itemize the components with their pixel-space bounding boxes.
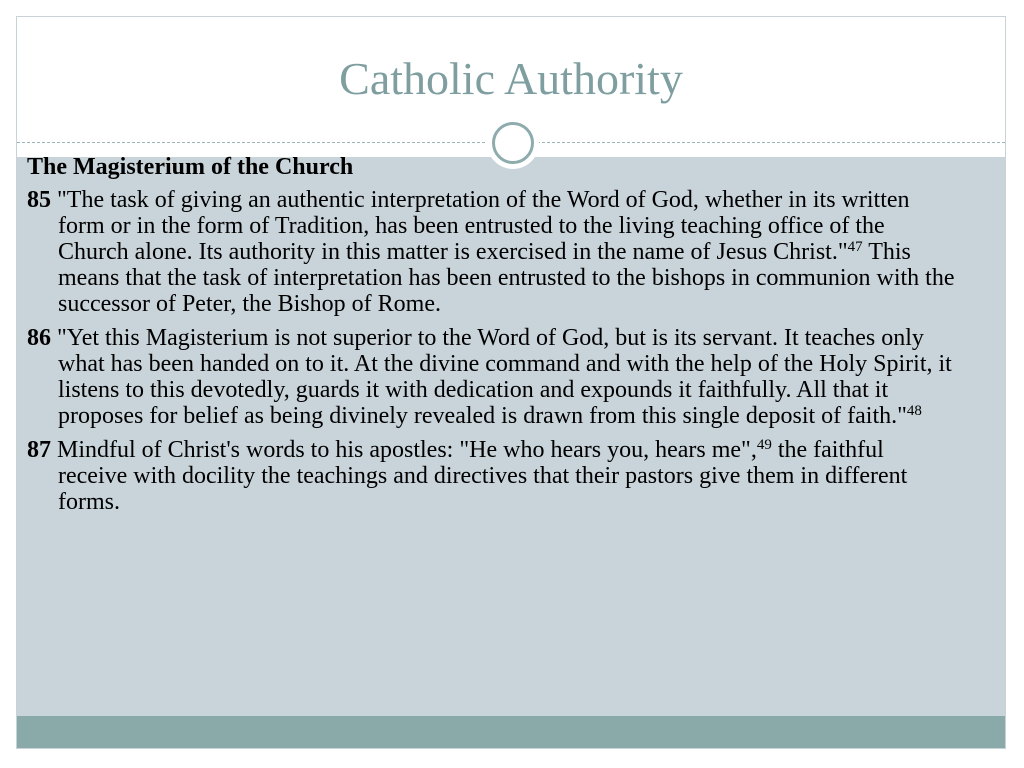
footnote-marker: 48 xyxy=(906,403,922,419)
paragraph-number: 85 xyxy=(27,187,51,213)
paragraph-text-continued: This means that the task of interpretation has been entrusted to the bishops in communion with the successor of Peter, the Bishop of Rome. xyxy=(58,239,955,317)
slide-title: Catholic Authority xyxy=(339,53,683,104)
footnote-marker: 49 xyxy=(756,437,772,453)
section-heading: The Magisterium of the Church xyxy=(27,154,354,180)
paragraph-86 xyxy=(27,325,957,429)
paragraph-text: "Yet this Magisterium is not superior to the Word of God, but is its servant. It teaches only what has been handed on to it. At the divine command and with the help of the Holy Spirit, it listens to this devotedly, guards it with dedication and expounds it faithfully. All that it proposes for belief as being divinely revealed is drawn from this single deposit of faith." xyxy=(57,325,952,429)
paragraph-text: Mindful of Christ's words to his apostles: "He who hears you, hears me", xyxy=(57,437,757,463)
footer-band xyxy=(17,716,1005,749)
paragraph-87 xyxy=(27,437,957,515)
footnote-marker: 47 xyxy=(847,239,863,255)
slide-body xyxy=(27,154,957,523)
paragraph-number: 87 xyxy=(27,437,51,463)
paragraph-text: "The task of giving an authentic interpretation of the Word of God, whether in its written form or in the form of Tradition, has been entrusted to the living teaching office of the Church alone. Its authority in this matter is exercised in the name of Jesus Christ." xyxy=(57,187,910,265)
paragraph-text-continued: the faithful receive with docility the teachings and directives that their pastors give them in different forms. xyxy=(58,437,908,515)
paragraph-number: 86 xyxy=(27,325,51,351)
paragraph-85 xyxy=(27,187,957,317)
